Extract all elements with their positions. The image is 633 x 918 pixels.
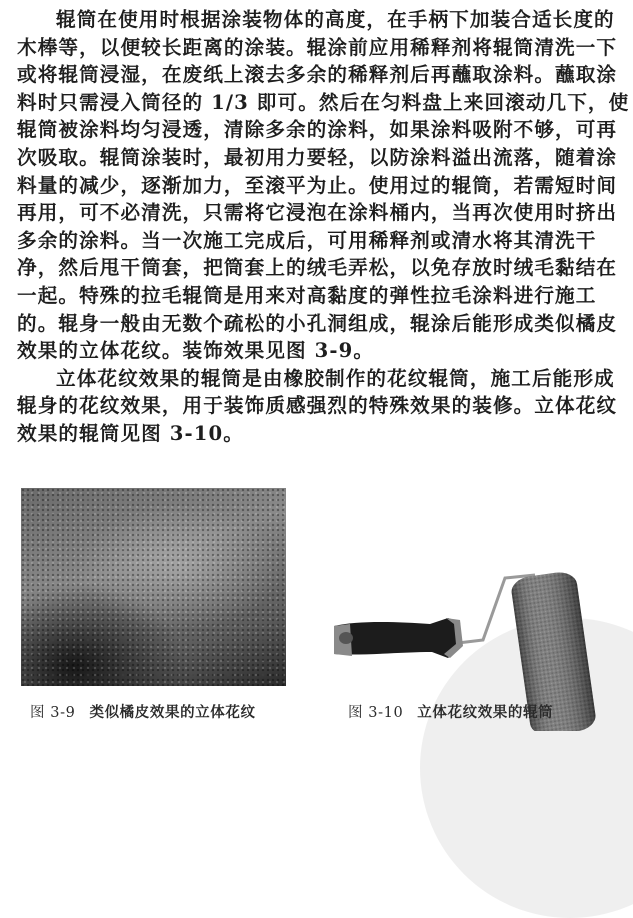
text-line: 料量的减少，逐渐加力，至滚平为止。使用过的辊筒，若需短时间 xyxy=(17,173,618,197)
text-line: 木棒等，以便较长距离的涂装。辊涂前应用稀释剂将辊筒清洗一下 xyxy=(17,35,618,59)
text-line: 效果的辊筒见图 3-10。 xyxy=(17,421,244,445)
text-line: 一起。特殊的拉毛辊筒是用来对高黏度的弹性拉毛涂料进行施工 xyxy=(17,283,597,307)
text-line: 辊筒在使用时根据涂装物体的高度，在手柄下加装合适长度的 xyxy=(56,8,615,31)
text-line: 辊身的花纹效果，用于装饰质感强烈的特殊效果的装修。立体花纹 xyxy=(17,394,618,418)
figure-caption-text: 类似橘皮效果的立体花纹 xyxy=(89,704,256,721)
figure-caption-text: 立体花纹效果的辊筒 xyxy=(417,704,554,721)
text-line: 次吸取。辊筒涂装时，最初用力要轻，以防涂料溢出流落，随着涂 xyxy=(17,145,618,169)
figure-3-9-caption xyxy=(30,704,256,722)
text-line: 料时只需浸入筒径的 1/3 即可。然后在匀料盘上来回滚动几下，使 xyxy=(17,90,630,114)
paragraph-textured-roller xyxy=(17,365,617,448)
text-line: 或将辊筒浸湿，在废纸上滚去多余的稀释剂后再蘸取涂料。蘸取涂 xyxy=(17,63,618,87)
text-line: 辊筒被涂料均匀浸透，清除多余的涂料，如果涂料吸附不够，可再 xyxy=(17,118,618,142)
text-line: 立体花纹效果的辊筒是由橡胶制作的花纹辊筒，施工后能形成 xyxy=(56,366,615,390)
figure-number: 图 3-9 xyxy=(30,705,76,721)
text-line: 效果的立体花纹。装饰效果见图 3-9。 xyxy=(17,339,375,363)
text-line: 多余的涂料。当一次施工完成后，可用稀释剂或清水将其清洗干 xyxy=(17,228,597,252)
body-text xyxy=(17,6,630,448)
texture-grain xyxy=(21,488,286,686)
figure-3-9-texture-image xyxy=(21,488,286,686)
text-line: 再用，可不必清洗，只需将它浸泡在涂料桶内，当再次使用时挤出 xyxy=(17,201,618,225)
figure-3-10-caption xyxy=(348,704,553,722)
text-line: 的。辊身一般由无数个疏松的小孔洞组成，辊涂后能形成类似橘皮 xyxy=(17,311,618,335)
text-line: 净，然后甩干筒套，把筒套上的绒毛弄松，以免存放时绒毛黏结在 xyxy=(17,256,618,280)
figure-number: 图 3-10 xyxy=(348,705,404,721)
paragraph-roller-usage xyxy=(17,6,630,365)
